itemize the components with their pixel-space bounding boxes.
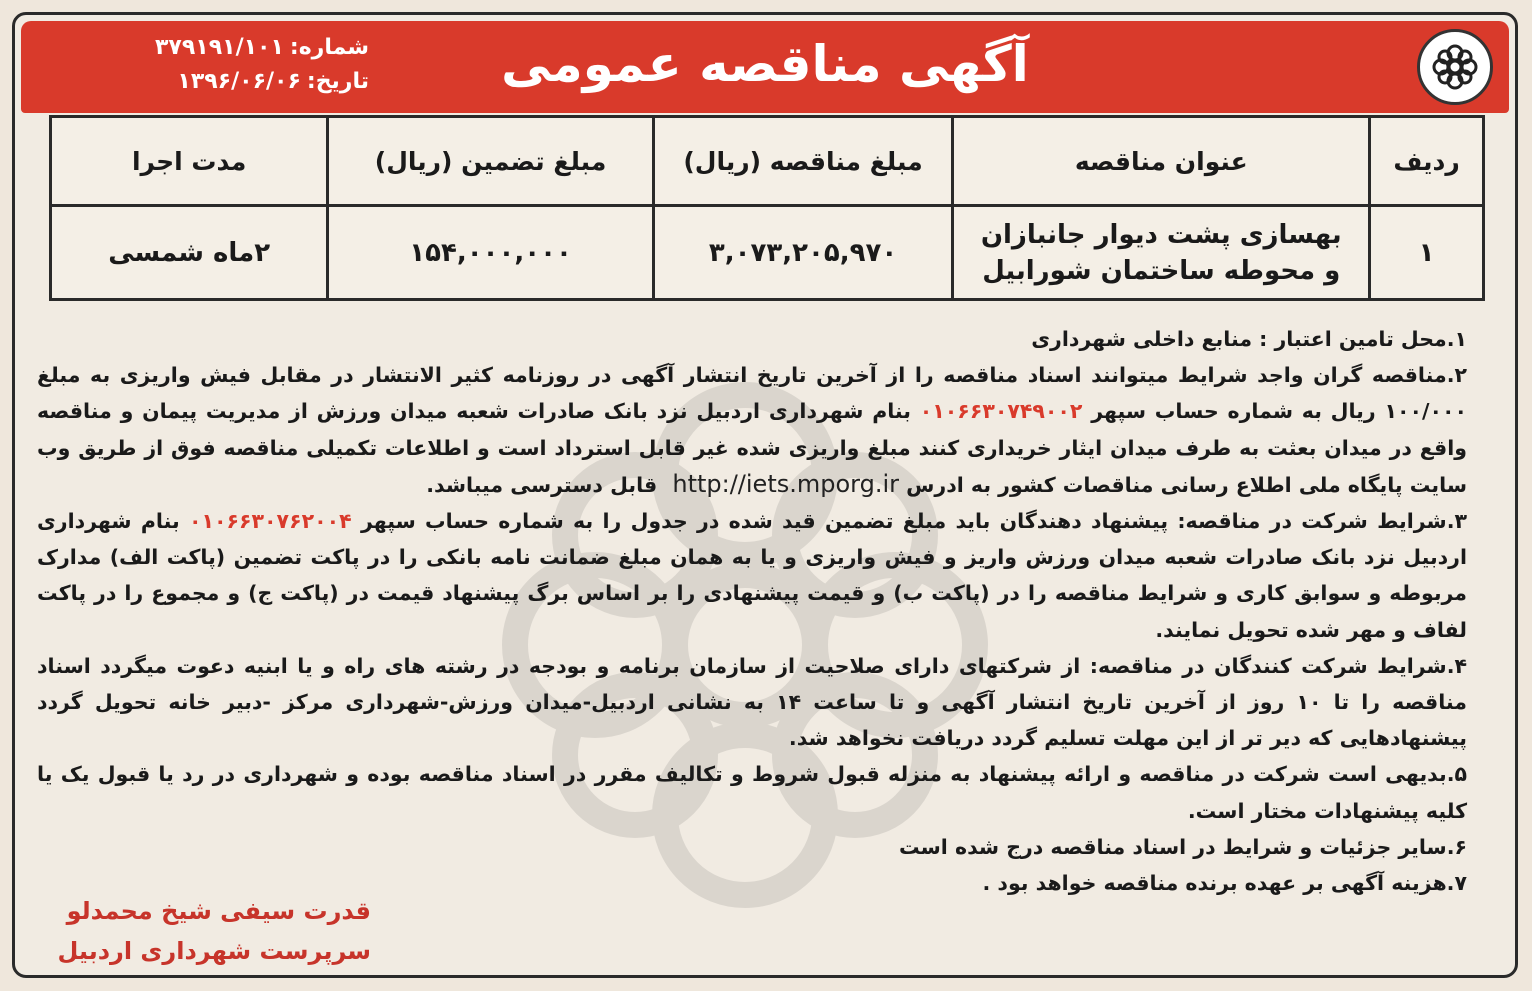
signatory-name: قدرت سیفی شیخ محمدلو: [66, 897, 371, 925]
municipality-seal-icon: [1417, 29, 1493, 105]
number-label: شماره:: [289, 35, 369, 60]
col-header-duration: مدت اجرا: [51, 117, 328, 206]
clause-3: [37, 503, 1467, 648]
col-header-title: عنوان مناقصه: [953, 117, 1370, 206]
table-header-row: [51, 117, 1484, 206]
reference-block: [69, 31, 369, 99]
number-value: ۳۷۹۱۹۱/۱۰۱: [155, 35, 284, 60]
clause-7: ۷.هزینه آگهی بر عهده برنده مناقصه خواهد بود .: [982, 871, 1467, 896]
col-header-guarantee: مبلغ تضمین (ریال): [328, 117, 653, 206]
date-line: [69, 65, 369, 99]
cell-guarantee: ۱۵۴,۰۰۰,۰۰۰: [328, 206, 653, 300]
cell-title-line1: بهسازی پشت دیوار جانبازان: [980, 219, 1342, 250]
date-label: تاریخ:: [306, 69, 369, 94]
clause-6: ۶.سایر جزئیات و شرایط در اسناد مناقصه درج شده است: [898, 834, 1467, 859]
signatory-position: سرپرست شهرداری اردبیل: [57, 937, 371, 965]
cell-amount: ۳,۰۷۳,۲۰۵,۹۷۰: [653, 206, 953, 300]
clause-2-part-b: بنام شهرداری اردبیل نزد بانک صادرات شعبه میدان ورزش از مدیریت پیمان و مناقصه واقع در میدان بعثت به طرف میدان ایثار خریداری کنند مبلغ واریزی شده غیر قابل استرداد است و اطلاعات تکمیلی مناقصه فوق از طریق وب سایت پایگاه ملی اطلاع رسانی مناقصات کشور به ادرس: [37, 399, 1467, 497]
clause-4: ۴.شرایط شرکت کنندگان در مناقصه: از شرکتهای دارای صلاحیت از سازمان برنامه و بودجه در رشته های راه و یا ابنیه دعوت میگردد اسناد مناقصه را تا ۱۰ روز از آخرین تاریخ انتشار آگهی و تا ساعت ۱۴ به نشانی اردبیل-میدان ورزش-شهرداری مرکز -دبیر خانه تحویل گردد پیشنهادهایی که دیر تر از این مهلت تسلیم گردد دریافت نخواهد شد.: [37, 653, 1467, 751]
cell-row-number: ۱: [1370, 206, 1484, 300]
clause-3-part-a: ۳.شرایط شرکت در مناقصه: پیشنهاد دهندگان باید مبلغ تضمین قید شده در جدول را به شماره حساب سپهر: [360, 509, 1467, 534]
col-header-amount: مبلغ مناقصه (ریال): [653, 117, 953, 206]
clause-3-account-number: ۰۱۰۶۶۳۰۷۶۲۰۰۴: [188, 509, 352, 534]
notice-title: آگهی مناقصه عمومی: [501, 35, 1029, 93]
clause-3-part-b: بنام شهرداری اردبیل نزد بانک صادرات شعبه میدان ورزش واریز و فیش واریزی و یا به همان مبلغ ضمانت نامه بانکی را در پاکت تضمین (پاکت الف) مدارک مربوطه و سوابق کاری و شرایط مناقصه را در (پاکت ب) و قیمت پیشنهادی را بر اساس برگ پیشنهاد قیمت در (پاکت ج) و مجموع را در پاکت لفاف و مهر شده تحویل نمایند.: [37, 509, 1467, 642]
header-banner: [21, 21, 1509, 113]
clause-2: [37, 357, 1467, 503]
signature-block: [41, 891, 371, 971]
col-header-row-number: ردیف: [1370, 117, 1484, 206]
date-value: ۱۳۹۶/۰۶/۰۶: [177, 69, 301, 94]
cell-duration: ۲ماه شمسی: [51, 206, 328, 300]
clause-1: ۱.محل تامین اعتبار : منابع داخلی شهرداری: [1031, 327, 1467, 351]
clause-5: ۵.بدیهی است شرکت در مناقصه و ارائه پیشنهاد به منزله قبول شروط و تکالیف مقرر در اسناد مناقصه بوده و شهرداری در رد یا قبول یک یا کلیه پیشنهادات مختار است.: [37, 762, 1467, 823]
clause-2-part-a: ۲.مناقصه گران واجد شرایط میتوانند اسناد مناقصه را از آخرین تاریخ انتشار آگهی در روزنامه کثیر الانتشار در مقابل فیش واریزی به مبلغ ۱۰۰/۰۰۰ ریال به شماره حساب سپهر: [37, 363, 1468, 424]
tender-portal-link[interactable]: http://iets.mporg.ir: [672, 469, 899, 498]
cell-title-line2: و محوطه ساختمان شورابیل: [982, 255, 1341, 286]
notice-body: [37, 321, 1467, 901]
table-row: [51, 206, 1484, 300]
number-line: [69, 31, 369, 65]
cell-title: [953, 206, 1370, 300]
clause-2-account-number: ۰۱۰۶۶۳۰۷۴۹۰۰۲: [919, 399, 1083, 424]
notice-frame: [12, 12, 1518, 978]
clause-2-part-c: قابل دسترسی میباشد.: [426, 472, 658, 497]
tender-table: [49, 115, 1485, 301]
